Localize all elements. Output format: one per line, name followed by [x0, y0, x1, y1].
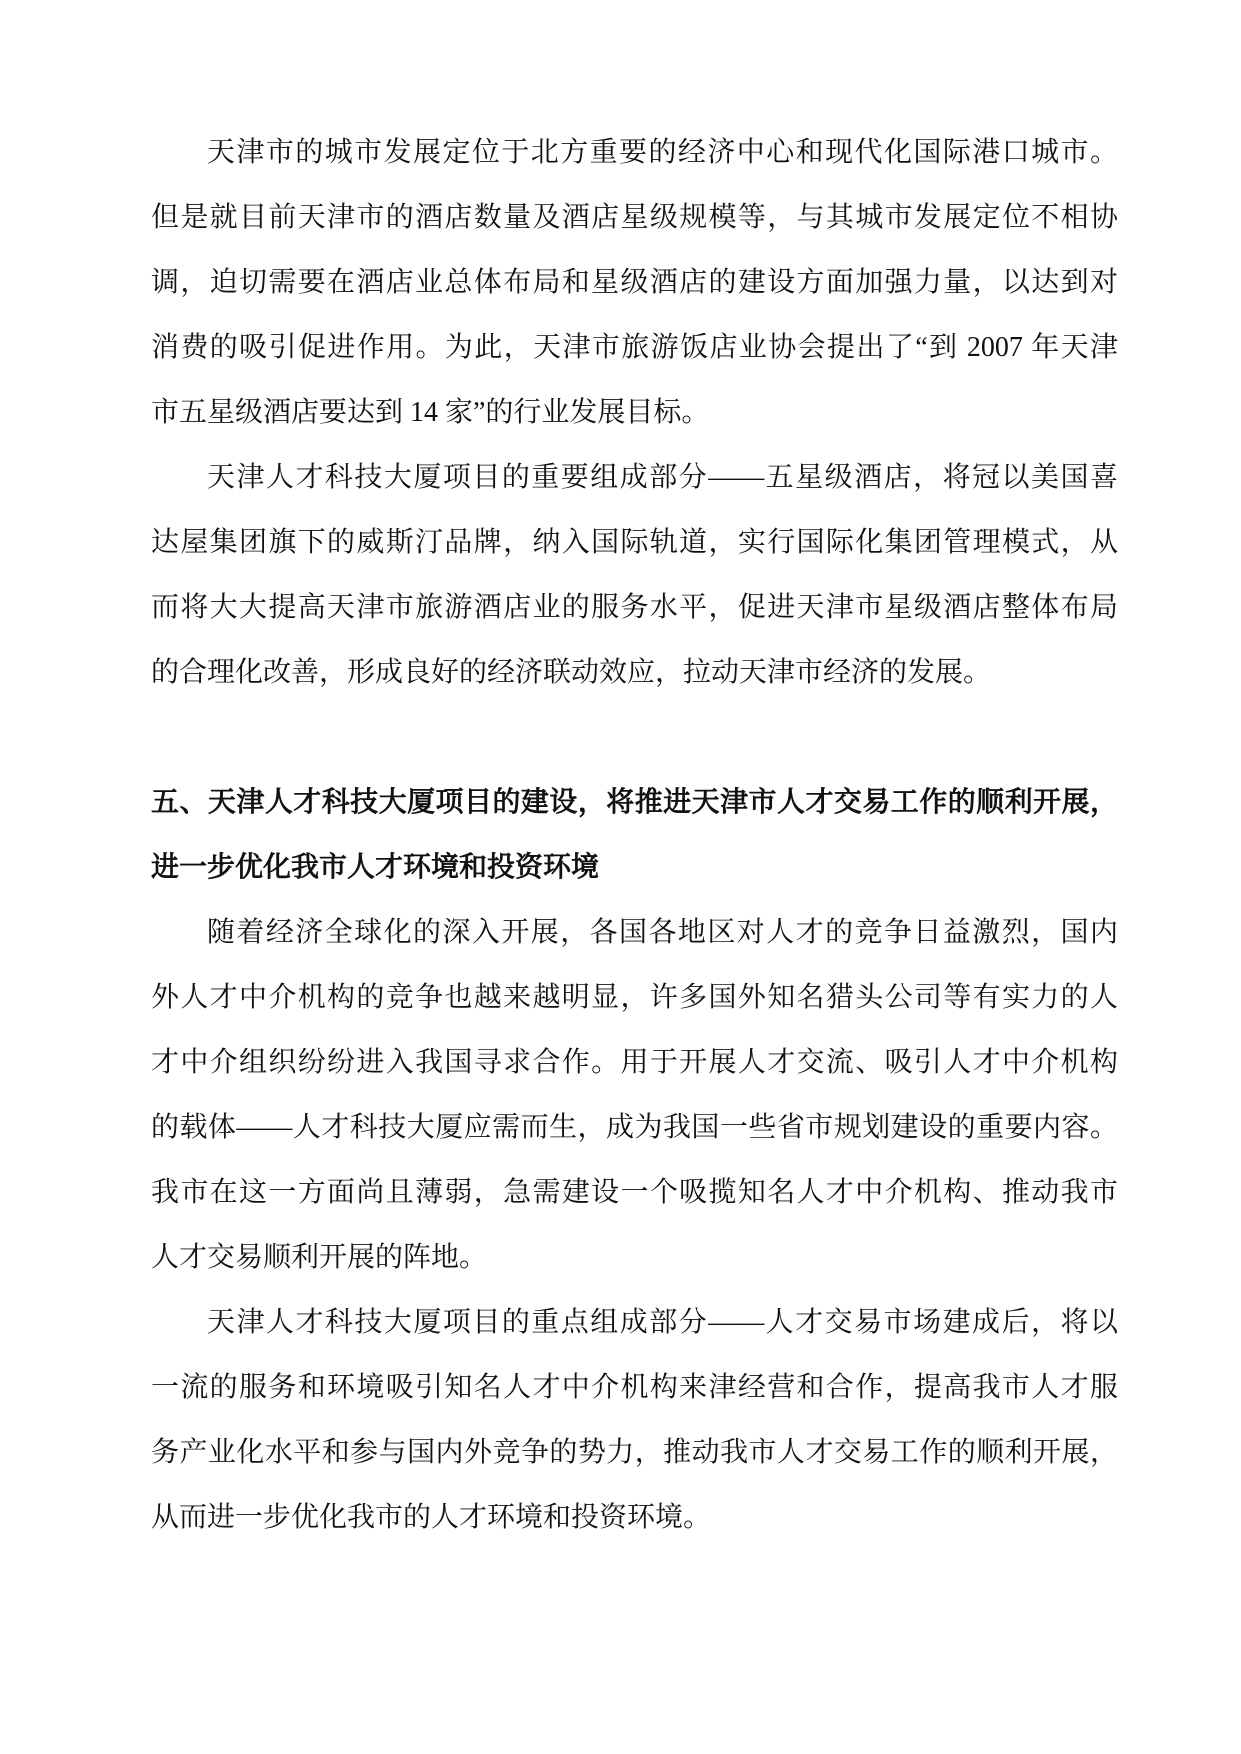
- paragraph-talent-competition: [151, 900, 1118, 1290]
- heading-line: 进一步优化我市人才环境和投资环境: [151, 852, 600, 883]
- document-page: [151, 120, 1118, 1550]
- text-line: 我市在这一方面尚且薄弱，急需建设一个吸揽知名人才中介机构、推动我市: [151, 1177, 1118, 1208]
- text-line: 而将大大提高天津市旅游酒店业的服务水平，促进天津市星级酒店整体布局: [151, 592, 1118, 623]
- paragraph-talent-market: [151, 1290, 1118, 1550]
- section-heading: [151, 770, 1118, 900]
- blank-line: [151, 705, 1118, 770]
- heading-line: 五、天津人才科技大厦项目的建设，将推进天津市人才交易工作的顺利开展，: [151, 787, 1118, 818]
- text-line: 的合理化改善，形成良好的经济联动效应，拉动天津市经济的发展。: [151, 657, 992, 688]
- text-line: 的载体——人才科技大厦应需而生，成为我国一些省市规划建设的重要内容。: [151, 1112, 1118, 1143]
- text-line: 从而进一步优化我市的人才环境和投资环境。: [151, 1502, 712, 1533]
- paragraph-five-star-hotel: [151, 445, 1118, 705]
- text-line: 人才交易顺利开展的阵地。: [151, 1242, 488, 1273]
- text-line: 市五星级酒店要达到 14 家”的行业发展目标。: [151, 397, 710, 428]
- text-line: 消费的吸引促进作用。为此，天津市旅游饭店业协会提出了“到 2007 年天津: [151, 332, 1118, 363]
- text-line: 天津人才科技大厦项目的重点组成部分——人才交易市场建成后，将以: [207, 1307, 1118, 1338]
- text-line: 天津人才科技大厦项目的重要组成部分——五星级酒店，将冠以美国喜: [207, 462, 1118, 493]
- text-line: 才中介组织纷纷进入我国寻求合作。用于开展人才交流、吸引人才中介机构: [151, 1047, 1118, 1078]
- text-line: 但是就目前天津市的酒店数量及酒店星级规模等，与其城市发展定位不相协: [151, 202, 1118, 233]
- text-line: 一流的服务和环境吸引知名人才中介机构来津经营和合作，提高我市人才服: [151, 1372, 1118, 1403]
- text-line: 调，迫切需要在酒店业总体布局和星级酒店的建设方面加强力量，以达到对: [151, 267, 1118, 298]
- text-line: 随着经济全球化的深入开展，各国各地区对人才的竞争日益激烈，国内: [207, 917, 1118, 948]
- paragraph-hotel-positioning: [151, 120, 1118, 445]
- text-line: 达屋集团旗下的威斯汀品牌，纳入国际轨道，实行国际化集团管理模式，从: [151, 527, 1118, 558]
- text-line: 务产业化水平和参与国内外竞争的势力，推动我市人才交易工作的顺利开展，: [151, 1437, 1118, 1468]
- text-line: 外人才中介机构的竞争也越来越明显，许多国外知名猎头公司等有实力的人: [151, 982, 1118, 1013]
- text-line: 天津市的城市发展定位于北方重要的经济中心和现代化国际港口城市。: [207, 137, 1118, 168]
